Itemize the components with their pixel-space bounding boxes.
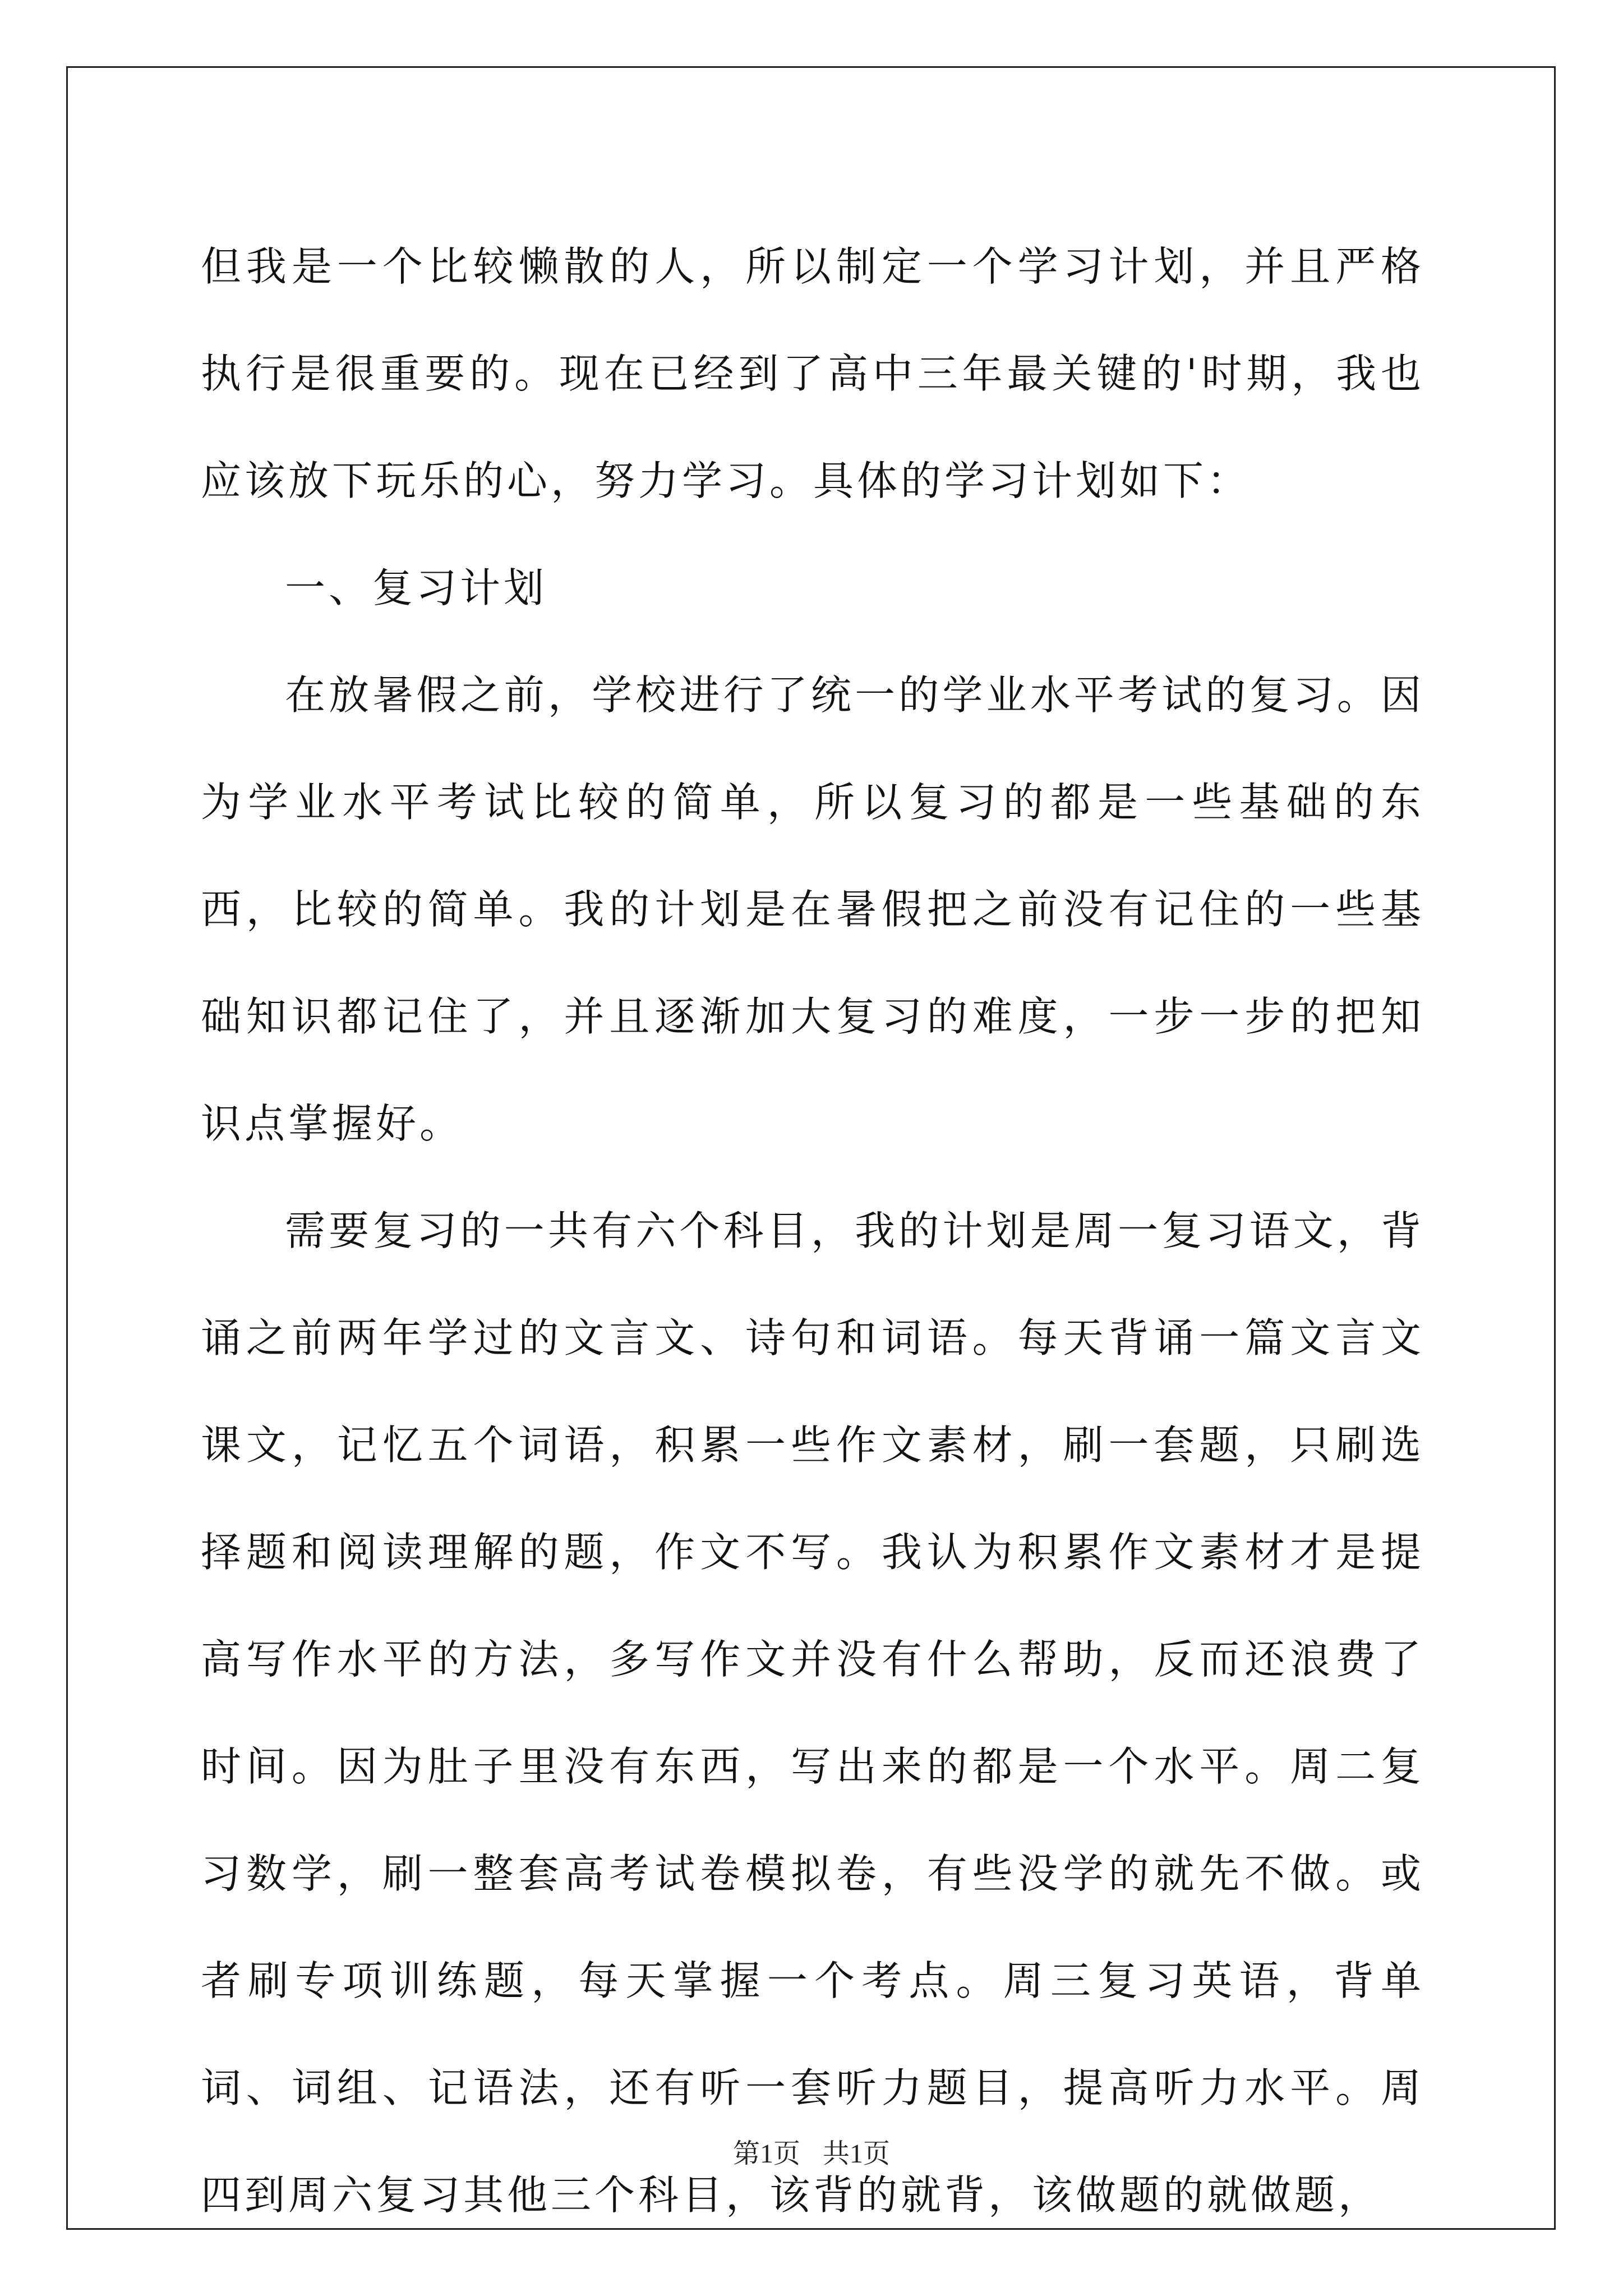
page-number-current: 第1页 xyxy=(732,2139,800,2169)
paragraph-subjects-schedule: 需要复习的一共有六个科目，我的计划是周一复习语文，背诵之前两年学过的文言文、诗句和词语。每天背诵一篇文言文课文，记忆五个词语，积累一些作文素材，刷一套题，只刷选择题和阅读理解的题，作文不写。我认为积累作文素材才是提高写作水平的方法，多写作文并没有什么帮助，反而还浪费了时间。因为肚子里没有东西，写出来的都是一个水平。周二复习数学，刷一整套高考试卷模拟卷，有些没学的就先不做。或者刷专项训练题，每天掌握一个考点。周三复习英语，背单词、词组、记语法，还有听一套听力题目，提高听力水平。周四到周六复习其他三个科目，该背的就背，该做题的就做题， xyxy=(201,1207,1424,2219)
paragraph-intro: 但我是一个比较懒散的人，所以制定一个学习计划，并且严格执行是很重要的。现在已经到了高中三年最关键的'时期，我也应该放下玩乐的心，努力学习。具体的学习计划如下： xyxy=(201,243,1424,504)
page-number-total: 共1页 xyxy=(823,2139,891,2169)
paragraph-before-summer: 在放暑假之前，学校进行了统一的学业水平考试的复习。因为学业水平考试比较的简单，所以复习的都是一些基础的东西，比较的简单。我的计划是在暑假把之前没有记住的一些基础知识都记住了，并且逐渐加大复习的难度，一步一步的把知识点掌握好。 xyxy=(201,671,1424,1147)
section-heading-review-plan: 一、复习计划 xyxy=(285,564,548,611)
document-body xyxy=(201,213,1424,2249)
page-footer xyxy=(0,2138,1623,2170)
